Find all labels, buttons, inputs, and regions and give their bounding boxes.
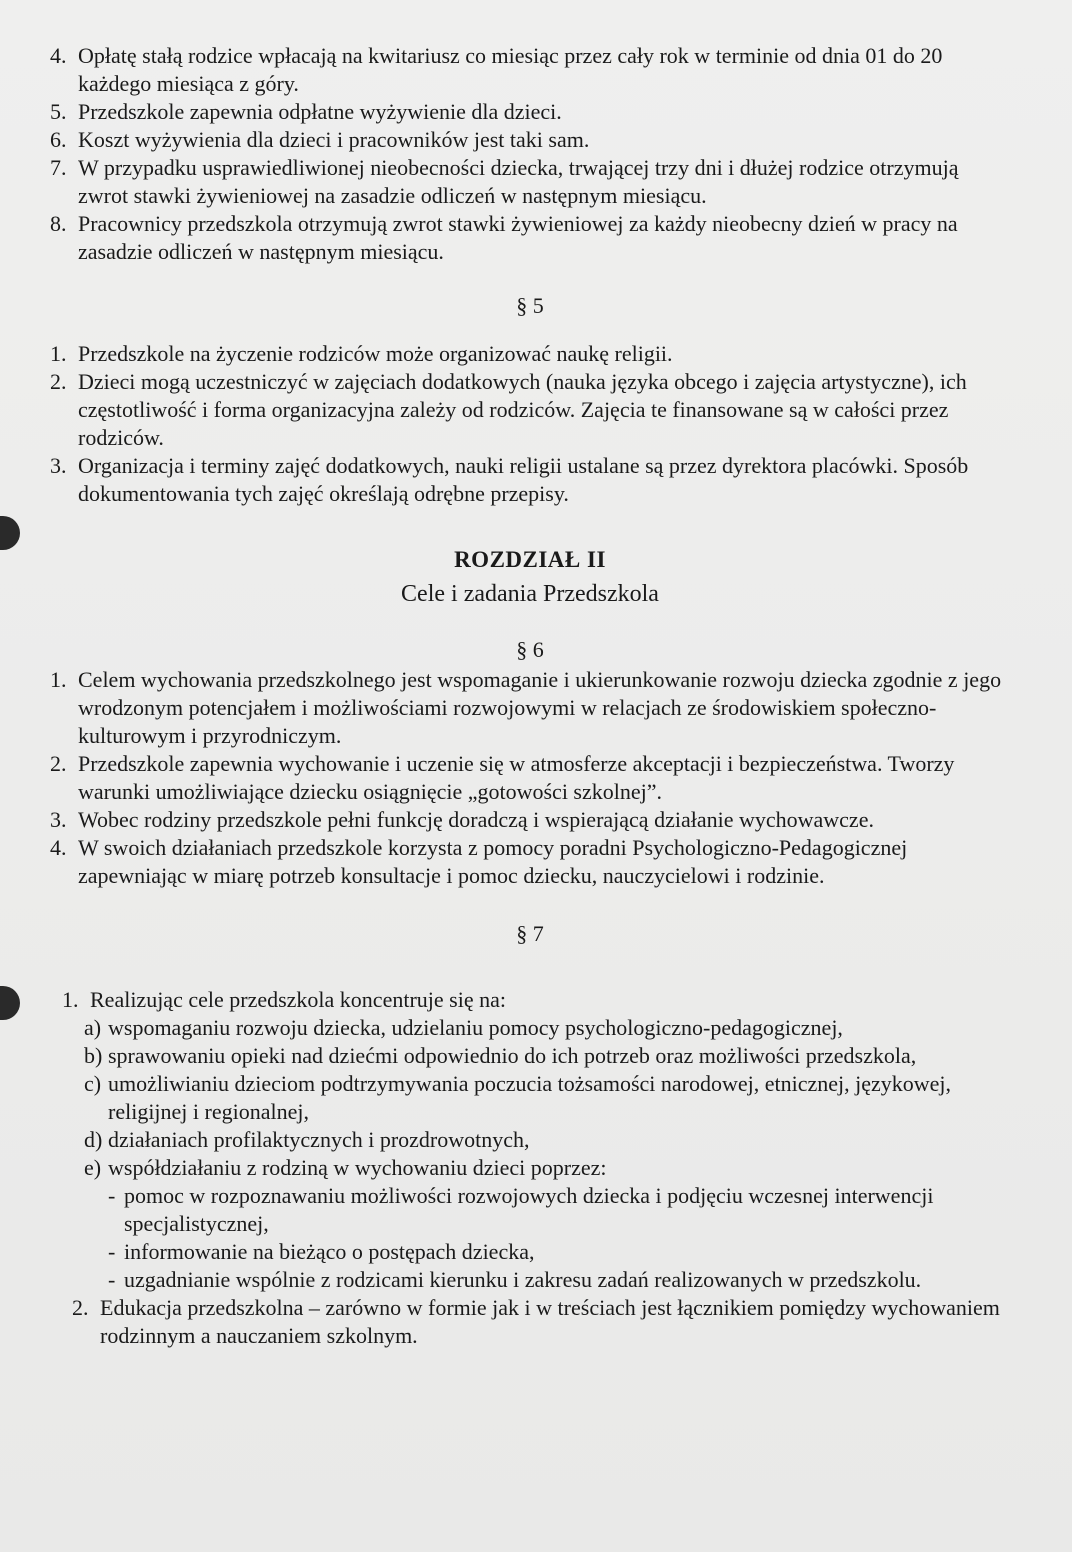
dash-item: - uzgadnianie wspólnie z rodzicami kierunku i zakresu zadań realizowanych w przedszkolu.	[108, 1267, 922, 1292]
section-heading: § 7	[516, 921, 544, 946]
list-item: 3. Wobec rodziny przedszkole pełni funkcję doradczą i wspierającą działanie wychowawcze.	[50, 807, 874, 832]
section-7-dash-list	[50, 1182, 1010, 1294]
list-item: 1. Celem wychowania przedszkolnego jest wspomaganie i ukierunkowanie rozwoju dziecka zgodnie z jego wrodzonym potencjałem i możliwościami rozwojowymi w relacjach ze środowiskiem społeczno-kulturowym i przyrodniczym.	[50, 667, 1002, 748]
list-item: 5. Przedszkole zapewnia odpłatne wyżywienie dla dzieci.	[50, 99, 562, 124]
punch-hole	[0, 986, 20, 1020]
list-item: 2. Przedszkole zapewnia wychowanie i uczenie się w atmosferze akceptacji i bezpieczeństwa. Tworzy warunki umożliwiające dziecku osiągnięcie „gotowości szkolnej”.	[50, 751, 955, 804]
section-7-list-2	[50, 1294, 1010, 1350]
list-item: 4. Opłatę stałą rodzice wpłacają na kwitariusz co miesiąc przez cały rok w terminie od dnia 01 do 20 każdego miesiąca z góry.	[50, 43, 943, 96]
document-body	[50, 42, 1010, 1350]
punch-hole	[0, 516, 20, 550]
sub-item: c) umożliwianiu dzieciom podtrzymywania poczucia tożsamości narodowej, etnicznej, językowej, religijnej i regionalnej,	[84, 1071, 952, 1124]
section-6-list	[50, 666, 1010, 890]
dash-item: - informowanie na bieżąco o postępach dziecka,	[108, 1239, 535, 1264]
list-item: 2. Dzieci mogą uczestniczyć w zajęciach dodatkowych (nauka języka obcego i zajęcia artystyczne), ich częstotliwość i forma organizacyjna zależy od rodziców. Zajęcia te finansowane są w całości przez rodziców.	[50, 369, 967, 450]
list-item: 3. Organizacja i terminy zajęć dodatkowych, nauki religii ustalane są przez dyrektora placówki. Sposób dokumentowania tych zajęć określają odrębne przepisy.	[50, 453, 969, 506]
sub-item: a) wspomaganiu rozwoju dziecka, udzielaniu pomocy psychologiczno-pedagogicznej,	[84, 1015, 843, 1040]
list-item: 7. W przypadku usprawiedliwionej nieobecności dziecka, trwającej trzy dni i dłużej rodzice otrzymują zwrot stawki żywieniowej na zasadzie odliczeń w następnym miesiącu.	[50, 155, 959, 208]
section-7-sublist	[50, 1014, 1010, 1182]
list-item: 4. W swoich działaniach przedszkole korzysta z pomocy poradni Psychologiczno-Pedagogicznej zapewniając w miarę potrzeb konsultacje i pomoc dziecku, nauczycielowi i rodzinie.	[50, 835, 908, 888]
section-5-list	[50, 340, 1010, 508]
chapter-subtitle: Cele i zadania Przedszkola	[401, 581, 659, 607]
section-7-list	[50, 986, 1010, 1014]
list-item: 2. Edukacja przedszkolna – zarówno w formie jak i w treściach jest łącznikiem pomiędzy wychowaniem rodzinnym a nauczaniem szkolnym.	[72, 1295, 1000, 1348]
sub-item: d) działaniach profilaktycznych i prozdrowotnych,	[84, 1127, 530, 1152]
list-item: 1. Przedszkole na życzenie rodziców może organizować naukę religii.	[50, 341, 673, 366]
section-heading: § 6	[516, 637, 544, 662]
dash-item: - pomoc w rozpoznawaniu możliwości rozwojowych dziecka i podjęciu wczesnej interwencji specjalistycznej,	[108, 1183, 934, 1236]
list-item: 8. Pracownicy przedszkola otrzymują zwrot stawki żywieniowej za każdy nieobecny dzień w pracy na zasadzie odliczeń w następnym miesiącu.	[50, 211, 958, 264]
section-heading: § 5	[516, 293, 544, 318]
list-item: 1. Realizując cele przedszkola koncentruje się na:	[62, 987, 506, 1012]
sub-item: b) sprawowaniu opieki nad dziećmi odpowiednio do ich potrzeb oraz możliwości przedszkola,	[84, 1043, 917, 1068]
sub-item: e) współdziałaniu z rodziną w wychowaniu dzieci poprzez:	[84, 1155, 607, 1180]
chapter-title: ROZDZIAŁ II	[454, 547, 606, 572]
list-item: 6. Koszt wyżywienia dla dzieci i pracowników jest taki sam.	[50, 127, 590, 152]
fee-list	[50, 42, 1010, 266]
